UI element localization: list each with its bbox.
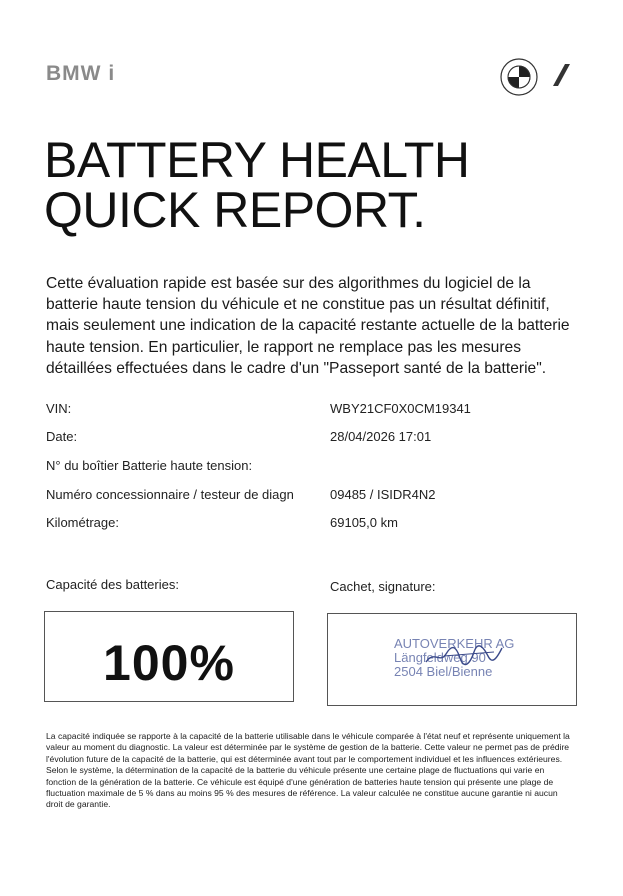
battery-box-label: N° du boîtier Batterie haute tension: <box>46 458 253 473</box>
title-line-2: QUICK REPORT. <box>44 182 426 238</box>
dealer-value: 09485 / ISIDR4N2 <box>330 487 436 502</box>
dealer-label: Numéro concessionnaire / testeur de diagn <box>46 487 294 502</box>
capacity-box <box>44 611 294 702</box>
signature-label: Cachet, signature: <box>330 579 436 594</box>
disclaimer-footnote: La capacité indiquée se rapporte à la capacité de la batterie utilisable dans le véhicule comparée à l'état neuf et représente uniquement la valeur au moment du diagnostic. La valeur est déterminée par le système de gestion de la batterie. Cette valeur ne permet pas de prédire l'évolution future de la capacité de la batterie, qui est déterminée avant tout par le comportement individuel et les influences extérieures. Selon le système, la détermination de la capacité de la batterie du véhicule présente une certaine plage de fluctuations qui varie en fonction de la génération de la batterie. Ce véhicule est équipé d'une génération de batteries haute tension qui présente une plage de fluctuation maximale de 5 % dans au moins 95 % des mesures de référence. La valeur calculée ne constitue aucune garantie ni aucun droit de garantie. <box>46 731 570 810</box>
vin-value: WBY21CF0X0CM19341 <box>330 401 471 416</box>
mileage-value: 69105,0 km <box>330 515 398 530</box>
stamp-line-3: 2504 Biel/Bienne <box>394 664 493 679</box>
brand-wordmark: BMW i <box>46 62 116 85</box>
bmw-i-slash-icon <box>550 62 572 88</box>
title-line-1: BATTERY HEALTH <box>44 132 470 188</box>
date-label: Date: <box>46 429 78 444</box>
stamp-line-2: Längfeldweg 90 <box>394 650 486 665</box>
page-title <box>44 132 470 238</box>
vin-label: VIN: <box>46 401 72 416</box>
capacity-value: 100% <box>103 635 235 691</box>
stamp-line-1: AUTOVERKEHR AG <box>394 636 515 651</box>
capacity-label: Capacité des batteries: <box>46 577 179 592</box>
intro-paragraph: Cette évaluation rapide est basée sur des algorithmes du logiciel de la batterie haute tension du véhicule et ne constitue pas un résultat définitif, mais seulement une indication de la capacité restante actuelle de la batterie haute tension. En particulier, le rapport ne remplace pas les mesures détaillées effectuées dans le cadre d'un "Passeport santé de la batterie". <box>46 275 570 377</box>
signature-box <box>327 613 577 706</box>
handwritten-signature <box>424 642 504 668</box>
mileage-label: Kilométrage: <box>46 515 119 530</box>
date-value: 28/04/2026 17:01 <box>330 429 432 444</box>
bmw-roundel-icon <box>500 58 538 96</box>
